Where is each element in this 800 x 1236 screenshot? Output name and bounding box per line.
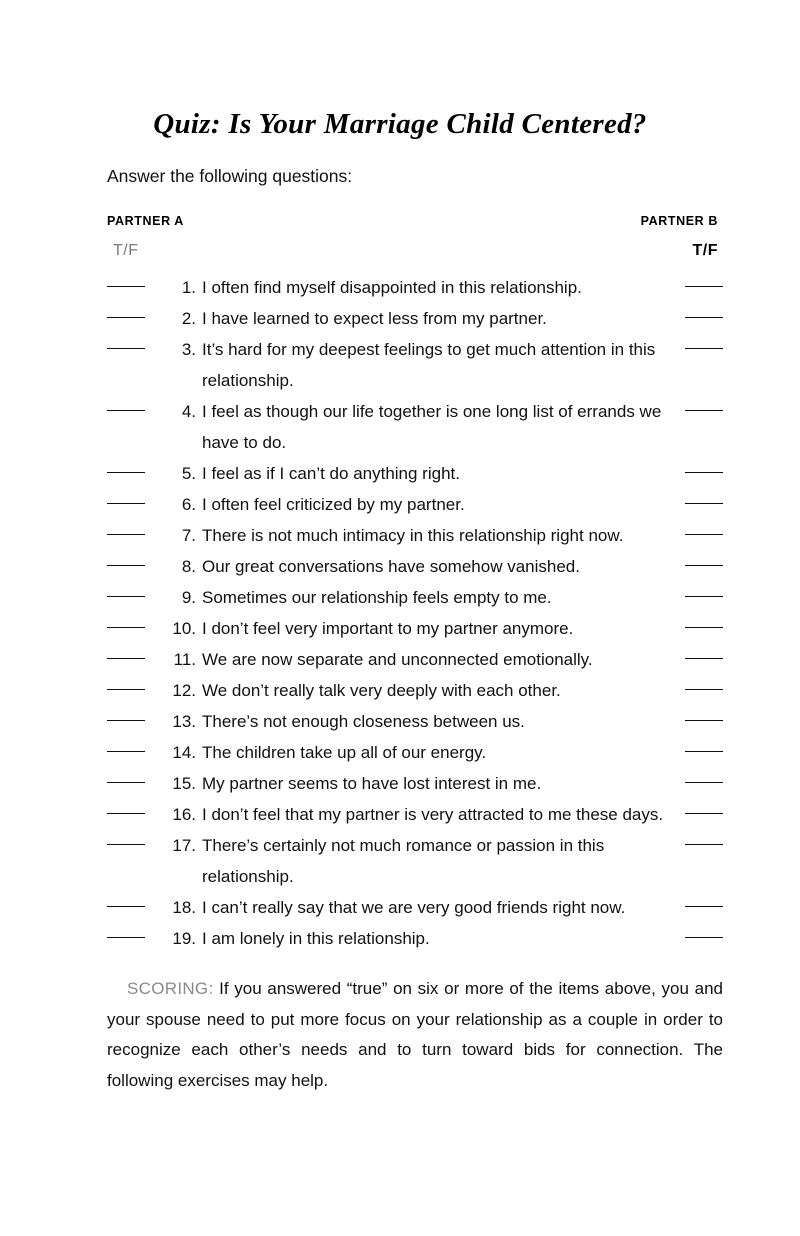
answer-blank-partner-a[interactable] (107, 782, 145, 783)
question-number: 2. (181, 309, 196, 328)
question-text: Our great conversations have somehow vanished. (202, 557, 580, 576)
answer-blank-partner-a[interactable] (107, 937, 145, 938)
question-number: 10. (172, 619, 196, 638)
question-row (0, 768, 800, 799)
question-row (0, 737, 800, 768)
answer-blank-partner-b[interactable] (685, 410, 723, 411)
question-number: 16. (172, 805, 196, 824)
answer-blank-partner-a[interactable] (107, 565, 145, 566)
question-text: There is not much intimacy in this relationship right now. (202, 526, 624, 545)
column-header-partner-b: PARTNER B (640, 214, 718, 228)
question-row (0, 551, 800, 582)
answer-blank-partner-b[interactable] (685, 317, 723, 318)
answer-blank-partner-b[interactable] (685, 596, 723, 597)
answer-blank-partner-a[interactable] (107, 503, 145, 504)
question-row (0, 675, 800, 706)
question-text: There’s not enough closeness between us. (202, 712, 525, 731)
question-row (0, 334, 800, 396)
answer-blank-partner-a[interactable] (107, 844, 145, 845)
answer-blank-partner-b[interactable] (685, 658, 723, 659)
question-row (0, 396, 800, 458)
question-number: 6. (181, 495, 196, 514)
question-row (0, 582, 800, 613)
question-text: I don’t feel very important to my partner anymore. (202, 619, 574, 638)
answer-blank-partner-a[interactable] (107, 720, 145, 721)
question-number: 7. (181, 526, 196, 545)
question-row (0, 830, 800, 892)
column-subheader-tf-left: T/F (113, 242, 139, 259)
answer-blank-partner-a[interactable] (107, 813, 145, 814)
instruction-text: Answer the following questions: (107, 166, 353, 186)
question-number: 1. (181, 278, 196, 297)
question-number: 11. (173, 650, 196, 669)
question-text: I often find myself disappointed in this relationship. (202, 278, 582, 297)
question-text: My partner seems to have lost interest in me. (202, 774, 542, 793)
question-row (0, 272, 800, 303)
question-row (0, 892, 800, 923)
question-text: I can’t really say that we are very good friends right now. (202, 898, 626, 917)
question-number: 19. (172, 929, 196, 948)
question-text: It’s hard for my deepest feelings to get much attention in this relationship. (202, 340, 656, 390)
answer-blank-partner-a[interactable] (107, 596, 145, 597)
answer-blank-partner-a[interactable] (107, 627, 145, 628)
question-text: I have learned to expect less from my partner. (202, 309, 547, 328)
question-text: I don’t feel that my partner is very attracted to me these days. (202, 805, 664, 824)
answer-blank-partner-a[interactable] (107, 906, 145, 907)
question-list (0, 272, 800, 954)
answer-blank-partner-b[interactable] (685, 565, 723, 566)
answer-blank-partner-b[interactable] (685, 751, 723, 752)
answer-blank-partner-b[interactable] (685, 720, 723, 721)
question-text: We don’t really talk very deeply with each other. (202, 681, 561, 700)
question-row (0, 458, 800, 489)
answer-blank-partner-b[interactable] (685, 906, 723, 907)
answer-blank-partner-a[interactable] (107, 472, 145, 473)
question-number: 9. (181, 588, 196, 607)
question-text: I often feel criticized by my partner. (202, 495, 465, 514)
question-number: 13. (172, 712, 196, 731)
question-text: There’s certainly not much romance or passion in this relationship. (202, 836, 605, 886)
question-text: I feel as though our life together is one long list of errands we have to do. (202, 402, 662, 452)
question-number: 3. (181, 340, 196, 359)
question-text: The children take up all of our energy. (202, 743, 487, 762)
answer-blank-partner-a[interactable] (107, 317, 145, 318)
question-number: 8. (181, 557, 196, 576)
answer-blank-partner-a[interactable] (107, 286, 145, 287)
answer-blank-partner-a[interactable] (107, 534, 145, 535)
question-text: We are now separate and unconnected emotionally. (202, 650, 593, 669)
answer-blank-partner-a[interactable] (107, 751, 145, 752)
answer-blank-partner-b[interactable] (685, 503, 723, 504)
question-row (0, 520, 800, 551)
question-number: 15. (172, 774, 196, 793)
answer-blank-partner-b[interactable] (685, 627, 723, 628)
answer-blank-partner-b[interactable] (685, 782, 723, 783)
answer-blank-partner-b[interactable] (685, 348, 723, 349)
answer-blank-partner-b[interactable] (685, 937, 723, 938)
question-row (0, 489, 800, 520)
answer-blank-partner-b[interactable] (685, 844, 723, 845)
question-row (0, 923, 800, 954)
column-header-partner-a: PARTNER A (107, 214, 184, 228)
answer-blank-partner-b[interactable] (685, 813, 723, 814)
answer-blank-partner-b[interactable] (685, 534, 723, 535)
answer-blank-partner-a[interactable] (107, 410, 145, 411)
answer-blank-partner-b[interactable] (685, 689, 723, 690)
question-row (0, 303, 800, 334)
question-text: I feel as if I can’t do anything right. (202, 464, 460, 483)
answer-blank-partner-a[interactable] (107, 689, 145, 690)
column-subheader-tf-right: T/F (692, 242, 718, 259)
question-row (0, 613, 800, 644)
answer-blank-partner-a[interactable] (107, 658, 145, 659)
question-number: 5. (181, 464, 196, 483)
question-number: 4. (181, 402, 196, 421)
question-row (0, 799, 800, 830)
question-text: Sometimes our relationship feels empty to me. (202, 588, 552, 607)
question-number: 17. (172, 836, 196, 855)
answer-blank-partner-a[interactable] (107, 348, 145, 349)
scoring-label: SCORING: (127, 979, 214, 998)
question-text: I am lonely in this relationship. (202, 929, 430, 948)
scoring-body: If you answered “true” on six or more of the items above, you and your spouse need to put more focus on your relationship as a couple in order to recognize each other’s needs and to turn toward bids for connection. The following exercises may help. (107, 979, 723, 1090)
question-row (0, 644, 800, 675)
scoring-paragraph (107, 974, 723, 1096)
page-title: Quiz: Is Your Marriage Child Centered? (153, 108, 647, 140)
question-number: 18. (172, 898, 196, 917)
answer-blank-partner-b[interactable] (685, 472, 723, 473)
question-number: 12. (172, 681, 196, 700)
question-number: 14. (172, 743, 196, 762)
question-row (0, 706, 800, 737)
answer-blank-partner-b[interactable] (685, 286, 723, 287)
